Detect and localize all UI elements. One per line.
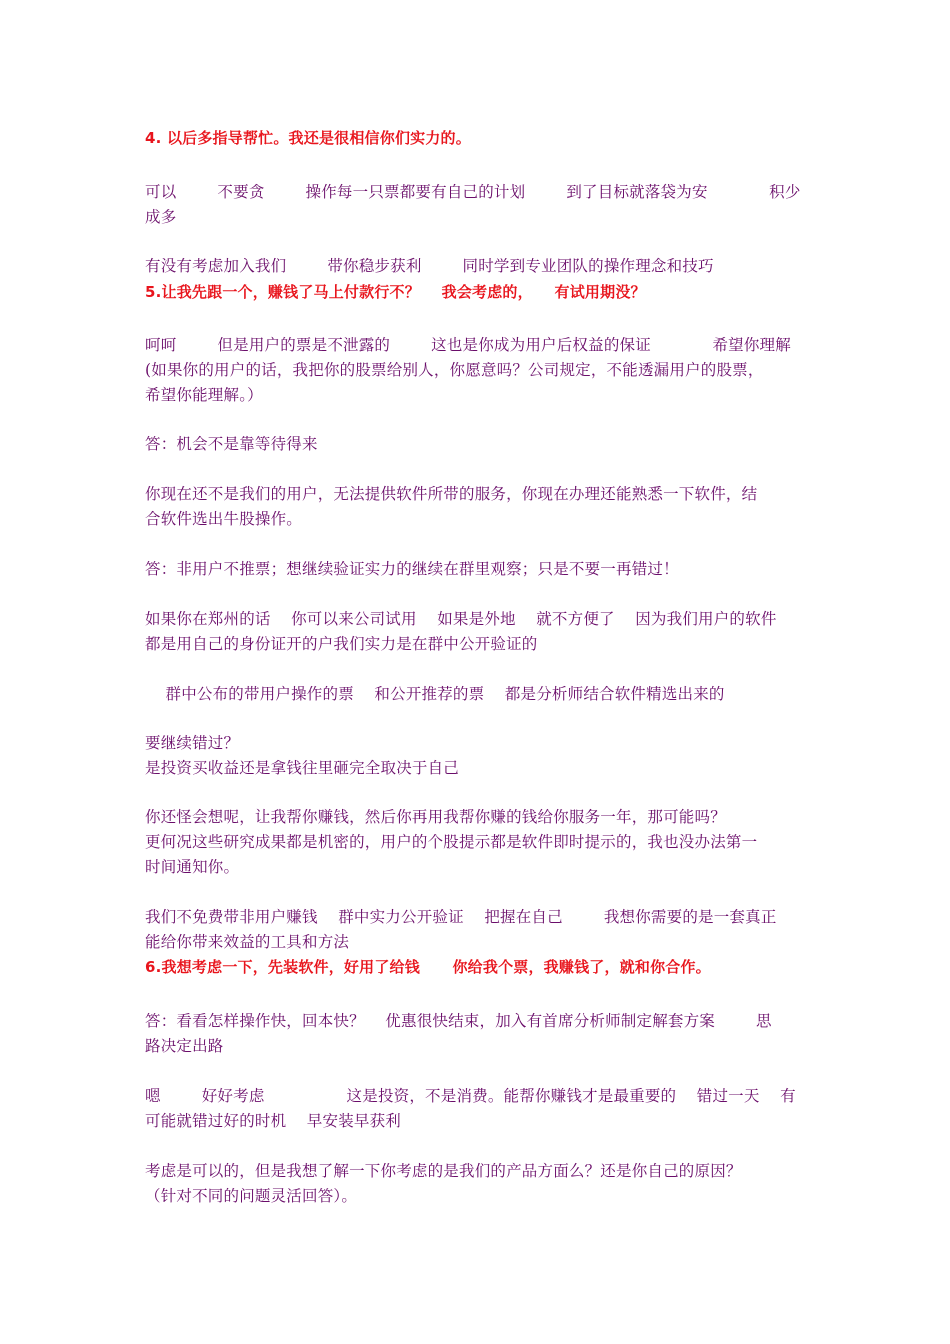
text-line: 都是用自己的身份证开的户我们实力是在群中公开验证的: [145, 635, 538, 653]
text-line: 合软件选出牛股操作。: [145, 510, 303, 528]
text-line: 群中公布的带用户操作的票 和公开推荐的票 都是分析师结合软件精选出来的: [145, 685, 725, 703]
answer-line: 答：非用户不推票；想继续验证实力的继续在群里观察；只是不要一再错过！: [145, 560, 679, 578]
text-line: (如果你的用户的话，我把你的股票给别人，你愿意吗？公司规定，不能透漏用户的股票，: [145, 361, 764, 379]
text-line: 更何况这些研究成果都是机密的，用户的个股提示都是软件即时提示的，我也没办法第一: [145, 833, 758, 851]
text-line: 考虑是可以的，但是我想了解一下你考虑的是我们的产品方面么？还是你自己的原因？: [145, 1162, 742, 1180]
text-line: 呵呵 但是用户的票是不泄露的 这也是你成为用户后权益的保证 希望你理解: [145, 336, 791, 354]
answer-line: 答：看看怎样操作快，回本快？ 优惠很快结束，加入有首席分析师制定解套方案 思: [145, 1012, 772, 1030]
text-line: 你还怪会想呢，让我帮你赚钱，然后你再用我帮你赚的钱给你服务一年，那可能吗？: [145, 808, 726, 826]
text-line: 是投资买收益还是拿钱往里砸完全取决于自己: [145, 759, 460, 777]
text-line: 如果你在郑州的话 你可以来公司试用 如果是外地 就不方便了 因为我们用户的软件: [145, 610, 777, 628]
text-line: 可能就错过好的时机 早安装早获利: [145, 1112, 402, 1130]
text-line: 要继续错过？: [145, 734, 240, 752]
answer-line: 答：机会不是靠等待得来: [145, 435, 318, 453]
text-line: 能给你带来效益的工具和方法: [145, 933, 350, 951]
text-line: 时间通知你。: [145, 858, 240, 876]
question-4: 4. 以后多指导帮忙。我还是很相信你们实力的。: [145, 129, 471, 147]
text-line: 可以 不要贪 操作每一只票都要有自己的计划 到了目标就落袋为安 积少: [145, 183, 801, 201]
text-line: 希望你能理解。）: [145, 386, 263, 404]
text-line: 我们不免费带非用户赚钱 群中实力公开验证 把握在自己 我想你需要的是一套真正: [145, 908, 777, 926]
text-line: 有没有考虑加入我们 带你稳步获利 同时学到专业团队的操作理念和技巧: [145, 257, 714, 275]
question-6: 6.我想考虑一下，先装软件，好用了给钱 你给我个票，我赚钱了，就和你合作。: [145, 958, 711, 976]
text-line: 你现在还不是我们的用户，无法提供软件所带的服务，你现在办理还能熟悉一下软件，结: [145, 485, 758, 503]
text-line: 路决定出路: [145, 1037, 224, 1055]
question-5: 5.让我先跟一个，赚钱了马上付款行不？ 我会考虑的， 有试用期没？: [145, 283, 646, 301]
text-line: （针对不同的问题灵活回答）。: [145, 1187, 358, 1205]
text-line: 成多: [145, 208, 177, 226]
text-line: 嗯 好好考虑 这是投资，不是消费。能帮你赚钱才是最重要的 错过一天 有: [145, 1087, 796, 1105]
